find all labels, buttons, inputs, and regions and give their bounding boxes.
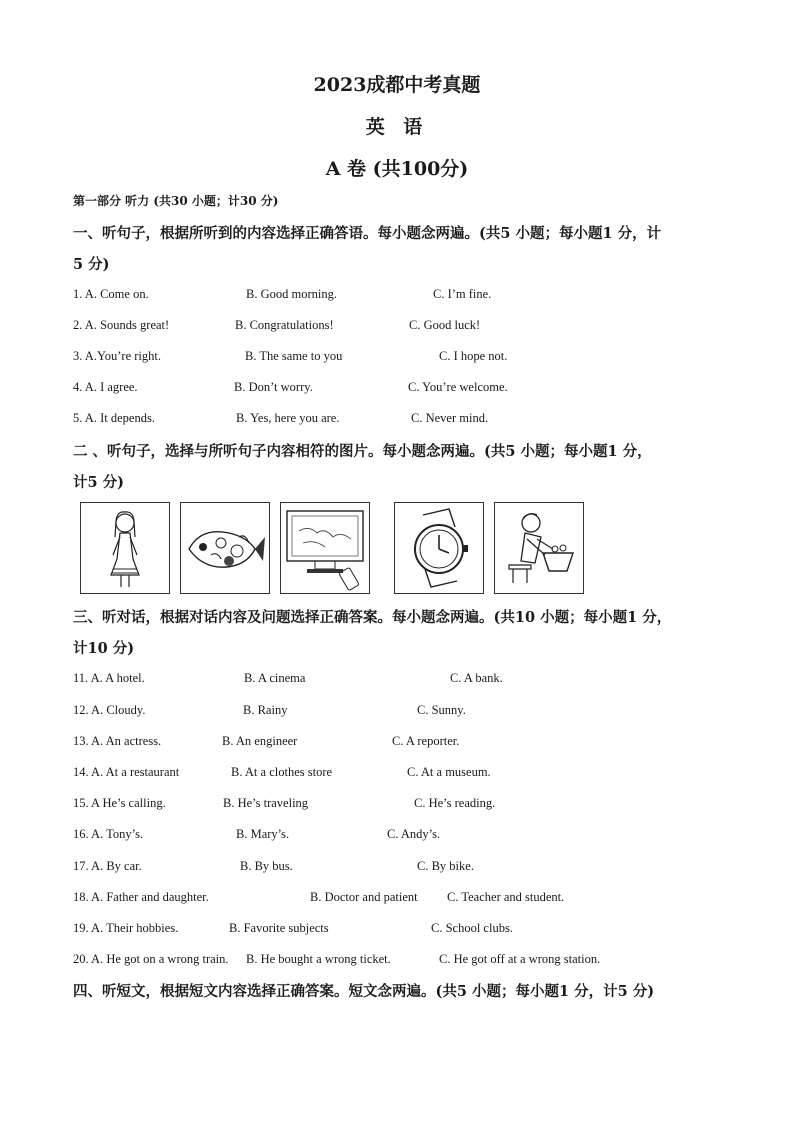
option-a: 19. A. Their hobbies. xyxy=(73,921,179,935)
option-a: 14. A. At a restaurant xyxy=(73,765,180,779)
option-a: 15. A He’s calling. xyxy=(73,796,166,810)
option-b: B. By bus. xyxy=(240,859,293,873)
option-c: C. Sunny. xyxy=(417,703,466,717)
section-3-line2: 计10 分) xyxy=(73,640,135,657)
option-b: B. Don’t worry. xyxy=(234,380,313,394)
option-a: 13. A. An actress. xyxy=(73,734,162,748)
section-3-heading xyxy=(73,602,733,664)
option-b: B. He’s traveling xyxy=(223,796,309,810)
option-c: C. Good luck! xyxy=(409,318,481,332)
option-b: B. An engineer xyxy=(222,734,298,748)
volume-title: A 卷 (共100分) xyxy=(325,158,469,180)
option-c: C. He got off at a wrong station. xyxy=(439,952,601,966)
option-a: 12. A. Cloudy. xyxy=(73,703,146,717)
option-a: 2. A. Sounds great! xyxy=(73,318,170,332)
option-c: C. At a museum. xyxy=(407,765,491,779)
option-b: B. Mary’s. xyxy=(236,827,290,841)
section-1-heading xyxy=(73,218,733,280)
section-2-line2: 计5 分) xyxy=(73,474,124,491)
option-c: C. He’s reading. xyxy=(414,796,496,810)
fish-icon xyxy=(181,503,269,593)
subject-title: 英 语 xyxy=(365,116,429,138)
child-washing-icon xyxy=(495,503,583,593)
option-a: 20. A. He got on a wrong train. xyxy=(73,952,229,966)
option-b: B. Rainy xyxy=(243,703,288,717)
option-a: 18. A. Father and daughter. xyxy=(73,890,209,904)
part-heading: 第一部分 听力 (共30 小题；计30 分) xyxy=(73,194,279,208)
option-c: C. School clubs. xyxy=(431,921,513,935)
option-a: 3. A.You’re right. xyxy=(73,349,161,363)
option-b: B. He bought a wrong ticket. xyxy=(246,952,391,966)
section-4-heading: 四、听短文，根据短文内容选择正确答案。短文念两遍。(共5 小题；每小题1 分，计5 分) xyxy=(73,983,655,1000)
girl-in-dress-picture xyxy=(80,502,170,594)
option-a: 5. A. It depends. xyxy=(73,411,155,425)
option-a: 4. A. I agree. xyxy=(73,380,138,394)
picture-strip xyxy=(80,502,580,594)
option-b: B. A cinema xyxy=(244,671,306,685)
exam-title: 2023成都中考真题 xyxy=(313,74,481,96)
option-c: C. A reporter. xyxy=(392,734,460,748)
option-c: C. Never mind. xyxy=(411,411,489,425)
option-c: C. You’re welcome. xyxy=(408,380,508,394)
girl-icon xyxy=(81,503,169,593)
option-a: 16. A. Tony’s. xyxy=(73,827,144,841)
watch-icon xyxy=(395,503,483,593)
option-c: C. I hope not. xyxy=(439,349,508,363)
option-c: C. I’m fine. xyxy=(433,287,492,301)
option-b: B. Good morning. xyxy=(246,287,337,301)
option-b: B. At a clothes store xyxy=(231,765,333,779)
option-b: B. The same to you xyxy=(245,349,343,363)
section-2-line1: 二 、听句子，选择与所听句子内容相符的图片。每小题念两遍。(共5 小题；每小题1 分， xyxy=(73,443,652,460)
television-icon xyxy=(281,503,369,593)
option-a: 11. A. A hotel. xyxy=(73,671,145,685)
section-2-heading xyxy=(73,436,733,498)
child-washing-clothes-picture xyxy=(494,502,584,594)
wrist-watch-picture xyxy=(394,502,484,594)
tv-map-picture xyxy=(280,502,370,594)
option-c: C. Teacher and student. xyxy=(447,890,565,904)
section-3-line1: 三、听对话，根据对话内容及问题选择正确答案。每小题念两遍。(共10 小题；每小题1 分， xyxy=(73,609,672,626)
option-a: 17. A. By car. xyxy=(73,859,142,873)
option-c: C. Andy’s. xyxy=(387,827,441,841)
option-b: B. Favorite subjects xyxy=(229,921,329,935)
option-b: B. Yes, here you are. xyxy=(236,411,340,425)
section-1-line2: 5 分) xyxy=(73,256,110,273)
section-1-line1: 一、听句子，根据所听到的内容选择正确答语。每小题念两遍。(共5 小题；每小题1 分，计 xyxy=(73,225,662,242)
option-a: 1. A. Come on. xyxy=(73,287,149,301)
option-b: B. Congratulations! xyxy=(235,318,334,332)
decorative-fish-picture xyxy=(180,502,270,594)
option-c: C. By bike. xyxy=(417,859,474,873)
option-b: B. Doctor and patient xyxy=(310,890,418,904)
option-c: C. A bank. xyxy=(450,671,503,685)
